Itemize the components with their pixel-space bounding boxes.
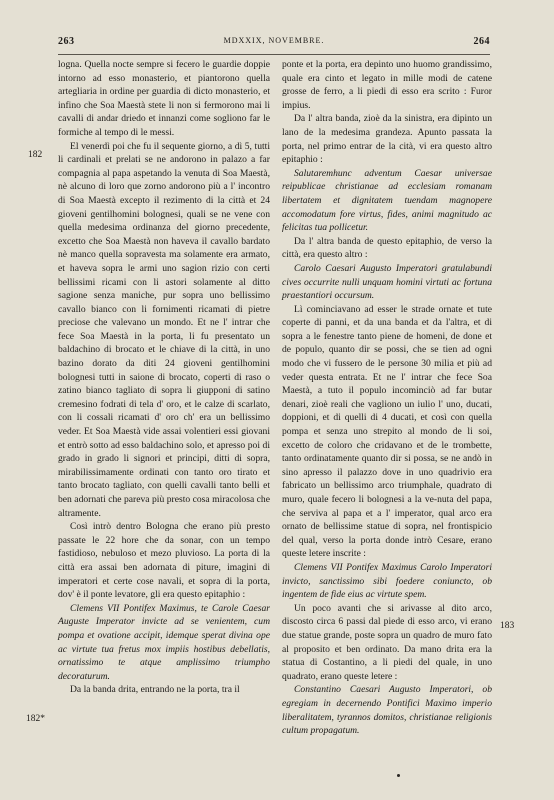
paragraph: ponte et la porta, era depinto uno huomo grandissimo, quale era cinto et legato in mille modi de catene grosse de ferro, a li piedi di esso era scrito : Furor impius. — [282, 59, 492, 111]
paragraph: El venerdì poi che fu il sequente giorno, a dì 5, tutti li cardinali et prelati se ne andorono in palazo a far compagnia al papa aspetando la venuta di Soa Maestà, nè alcuno di loro que zorno andorono più a l' incontro di Soa Maestà excepto il rezimento di la città et 24 gioveni gentilhomini bolognesi, quali se ne vene con quella medesima ordinanza del giorno precedente, excetto che Soa Maestà non haveva il cavallo bardato nè manco quella sopravesta ma solamente era armato, et haveva sopra le armi uno sagion rizio con certi bellissimi ricami con li astori solamente al ditto sagione senza maniche, pur sopra uno bellissimo cavallo bianco con li fornimenti ricamati di pietre preciose che valevano un mondo. Et ne l' intrar che fece Soa Maestà in la porta, li fu presentato un baldachino di brocato et le chiave di la città, in uno bazino dorato da diti 24 gioveni gentilhomini bolognesi tutti in saione di brocato, coperti di raso o zatino bianco tagliato di sopra li giupponi di satino cremesino fodrati di tela d' oro, et le calze di scarlato, con li cossali ricamati d' oro ch' era un bellissimo veder. Et Soa Maestà vide assai volentieri essi giovani et entrò sotto ad esso baldachino solo, et apresso poi di grado in grado li signori et principi, ditti di sopra, mirabilissimamente ordinati con tanto oro tirato et tanto brocato tagliato, con quelli cavalli tanto belli et ben adornati che pareva più presto cosa miracolosa che altramente. — [58, 140, 270, 519]
latin-inscription: Constantino Caesari Augusto Imperatori, ob egregiam in decernendo Pontifici Maximo imperio liberalitatem, tyrannos domitos, christianae religionis cultum propagatum. — [282, 684, 492, 737]
running-header — [58, 36, 490, 50]
paragraph: Lì cominciavano ad esser le strade ornate et tute coperte di panni, et da una banda et da l'altra, et di sopra a le fenestre tanto piene de homeni, de done et de populo, quanto dir se possi, che se tien ad ogni modo che vi fussero de le persone 30 milia et più ad veder questa entrata. Et ne l' intrar che fece Soa Maestà, a tuto il populo incominciò ad far butar denari, zioè reali che vagliono un iulio l' uno, ducati, doppioni, et di quelli di 4 ducati, et così con quella pompa et senza uno strepito al mondo de li soi, excetto de coloro che cridavano et de le trombette, tanto ordinatamente quanto dir si possa, se ne andò in sino apresso il palazzo dove in uno quadrivio era fabricato un bellissimo arco triumphale, quadrato di muro, quale fecero li bolognesi a la ve-nuta del papa, che serviva al papa et a l' imperator, qual arco era ornato de bellissime statue di sopra, nel frontispicio del qual, verso la porta donde intrò Cesare, erano queste letere inscrite : — [282, 303, 492, 560]
footer-mark — [397, 774, 400, 777]
page-number-right: 264 — [473, 36, 490, 47]
page-number-left: 263 — [58, 36, 75, 47]
margin-note: 183 — [500, 621, 515, 631]
paragraph: Così intrò dentro Bologna che erano più presto passate le 22 hore che da sonar, con un tempo fastidioso, nebuloso et mezo pluvioso. La porta di la città era assai ben adornata di piture, imagini di imperatori et certe cose navali, et sopra di la porta, dov' è il ponte levatore, gli era questo epitaphio : — [58, 521, 270, 601]
running-title: MDXXIX, NOVEMBRE. — [223, 36, 325, 45]
paragraph: logna. Quella nocte sempre si fecero le guardie doppie intorno ad esso monasterio, et piantorono quella artegliaria in ordine per guardia di dicto monasterio, et infino che Soa Maestà stete li non si fermorono mai li cavalli di andar driedo et innanzi come sogliono far le formiche al tempo di le messi. — [58, 59, 270, 138]
latin-inscription: Clemens VII Pontifex Maximus Carolo Imperatori invicto, sanctissimo sibi foedere coniuncto, ob ingentem de fide eius ac virtute spem. — [282, 561, 492, 601]
right-column — [282, 58, 492, 738]
paragraph: Da la banda drita, entrando ne la porta, tra il — [70, 684, 240, 696]
latin-inscription: Carolo Caesari Augusto Imperatori gratulabundi cives occurrite nulli unquam homini virtuti ac fortuna praestantiori occursum. — [282, 262, 492, 302]
left-column — [58, 58, 270, 697]
latin-inscription: Salutaremhunc adventum Caesar universae reipublicae christianae ad ecclesiam romanam libertatem et dignitatem tuendam magnopere accomodatum fore virtus, fides, animi magnitudo ac felicitas tua pollicetur. — [282, 167, 492, 234]
paragraph: Da l' altra banda, zioè da la sinistra, era dipinto un lano de la medesima grandeza. Apunto passata la porta, nel primo entrar de la cità, vi era questo altro epitaphio : — [282, 113, 492, 166]
margin-note: 182* — [26, 714, 45, 724]
header-rule — [58, 54, 490, 55]
paragraph: Un poco avanti che si arivasse al dito arco, discosto circa 6 passi dal piede di esso arco, vi erano due statue grande, poste sopra un quadro de muro fato al proposito et ben ordinato. Da mano drita era la statua di Costantino, a li piedi del quale, in uno quadrato, erano queste letere : — [282, 602, 492, 682]
margin-note: 182 — [28, 150, 43, 160]
paragraph: Da l' altra banda de questo epitaphio, de verso la città, era questo altro : — [282, 235, 492, 261]
latin-inscription: Clemens VII Pontifex Maximus, te Carole Caesar Auguste Imperator invicte ad se venientem, cum pompa et ovatione accipit, idemque sperat divina ope ac virtute tua fretus mox impiis hostibus debellatis, ornatissimo te atque amplissimo triumpho decoraturum. — [58, 602, 270, 682]
